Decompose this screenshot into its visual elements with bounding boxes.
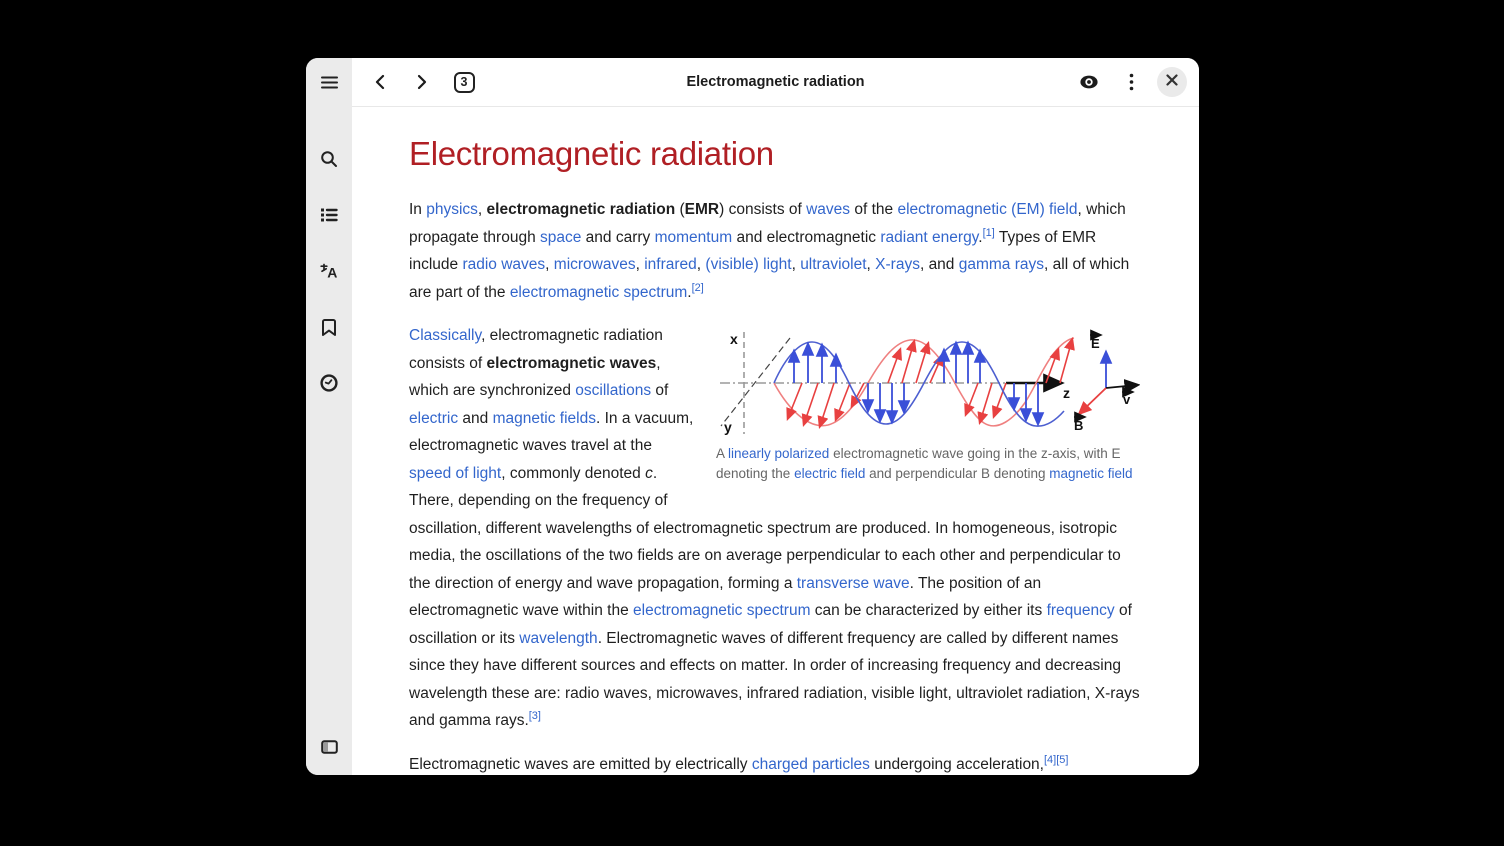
history-button[interactable]: [313, 367, 345, 399]
svg-text:A: A: [326, 264, 337, 279]
wiki-link[interactable]: transverse wave: [796, 574, 910, 592]
hamburger-icon: [321, 76, 338, 89]
wiki-link[interactable]: gamma rays: [958, 256, 1045, 273]
reference-link[interactable]: [3]: [528, 709, 541, 722]
close-button[interactable]: [1157, 67, 1187, 97]
paragraph-intro: In physics, electromagnetic radiation (EMR) consists of waves of the electromagnetic (EM) field, which propagate through space and carry momentum and electromagnetic radiant energy.[1] Types of EMR include radio waves, microwaves, infrared, (visible) light, ultraviolet, X-rays, and gamma rays, all of which are part of the electromagnetic spectrum.[2]: [409, 201, 1130, 301]
sidebar-toggle-icon: [321, 740, 338, 754]
search-icon: [320, 150, 338, 168]
svg-text:z: z: [1063, 385, 1070, 401]
header-bar: [352, 58, 1199, 107]
wiki-link[interactable]: physics: [426, 201, 478, 218]
wiki-link[interactable]: microwaves: [553, 256, 636, 273]
forward-button[interactable]: [406, 66, 438, 98]
reference-link[interactable]: [2]: [691, 281, 704, 294]
em-wave-diagram: [716, 326, 1140, 438]
menu-button[interactable]: [1115, 66, 1147, 98]
article-title: Electromagnetic radiation: [409, 135, 774, 172]
wiki-link[interactable]: radiant energy: [880, 228, 979, 246]
languages-button[interactable]: [313, 255, 345, 287]
wiki-link[interactable]: electromagnetic (EM) field: [897, 201, 1078, 218]
article-content[interactable]: Electromagnetic radiation In physics, electromagnetic radiation (EMR) consists of waves of the electromagnetic (EM) field, which propagate through space and carry momentum and electromagnetic radiant energy.[1] Types of EMR include radio waves, microwaves, infrared, (visible) light, ultraviolet, X-rays, and gamma rays, all of which are part of the electromagnetic spectrum.[2] x y z E v B A linearly polarized electromagnetic wave going in the z-axis, with E denoting the electric field and perpendicular B denoting magnetic field Classically, electromagnetic radiation consists of electromagnetic waves, which are synchronized oscillations of electric and magnetic fields. In a vacuum, electromagnetic waves travel at the speed of light, commonly denoted c. There, depending on the frequency of oscillation, different wavelengths of electromagnetic spectrum are produced. In homogeneous, isotropic media, the oscillations of the two fields are on average perpendicular to each other and perpendicular to the direction of energy and wave propagation, forming a transverse wave. The position of an electromagnetic wave within the electromagnetic spectrum can be characterized by either its frequency of oscillation or its wavelength. Electromagnetic waves of different frequency are called by different names since they have different sources and effects on matter. In order of increasing frequency and decreasing wavelength these are: radio waves, microwaves, infrared radiation, visible light, ultraviolet radiation, X-rays and gamma rays.[3] Electromagnetic waves are emitted by electrically charged particles undergoing acceleration,[4][5]: [352, 107, 1199, 775]
svg-text:v: v: [1123, 392, 1131, 407]
wiki-link[interactable]: (visible) light: [705, 256, 792, 273]
reference-link[interactable]: [1]: [982, 226, 995, 239]
wiki-link[interactable]: infrared: [644, 256, 697, 273]
wiki-link[interactable]: charged particles: [751, 755, 870, 773]
reference-link[interactable]: [4]: [1044, 753, 1057, 766]
tab-counter-badge: 3: [454, 72, 475, 93]
svg-text:B: B: [1074, 418, 1084, 433]
em-wave-figure[interactable]: [716, 326, 1140, 484]
toc-button[interactable]: [313, 199, 345, 231]
close-icon: [1166, 73, 1178, 91]
list-icon: [320, 208, 338, 222]
reference-link[interactable]: [5]: [1056, 753, 1069, 766]
svg-text:x: x: [730, 331, 738, 347]
wiki-link[interactable]: linearly polarized: [728, 446, 830, 461]
forward-arrow-icon: [417, 74, 427, 90]
wiki-link[interactable]: speed of light: [409, 464, 502, 482]
wiki-link[interactable]: electric: [409, 409, 459, 427]
wiki-link[interactable]: waves: [806, 201, 851, 218]
wiki-link[interactable]: Classically: [409, 327, 482, 344]
wiki-link[interactable]: space: [540, 228, 582, 246]
sidebar: [306, 58, 352, 775]
wiki-link[interactable]: electric field: [794, 466, 866, 481]
app-window: [306, 58, 1199, 775]
paragraph-emission: Electromagnetic waves are emitted by electrically charged particles undergoing acceleration,[4][5]: [409, 753, 1069, 773]
search-button[interactable]: [313, 143, 345, 175]
wiki-link[interactable]: radio waves: [462, 256, 546, 273]
reader-view-button[interactable]: [1073, 66, 1105, 98]
wiki-link[interactable]: frequency: [1046, 602, 1115, 619]
clock-icon: [320, 374, 338, 392]
kebab-menu-icon: [1129, 73, 1134, 91]
wiki-link[interactable]: electromagnetic spectrum: [633, 602, 811, 619]
wiki-link[interactable]: magnetic field: [1049, 466, 1133, 481]
wiki-link[interactable]: X-rays: [875, 256, 920, 273]
svg-text:E: E: [1091, 336, 1100, 351]
back-button[interactable]: [364, 66, 396, 98]
wiki-link[interactable]: ultraviolet: [800, 256, 867, 273]
wiki-link[interactable]: wavelength: [519, 629, 598, 647]
tab-overview-button[interactable]: [448, 66, 480, 98]
bookmark-icon: [322, 319, 336, 336]
wiki-link[interactable]: momentum: [654, 228, 733, 246]
figure-caption: A linearly polarized electromagnetic wave going in the z-axis, with E denoting the electric field and perpendicular B denoting magnetic field: [716, 446, 1133, 481]
wiki-link[interactable]: oscillations: [575, 382, 652, 399]
translate-icon: [320, 263, 339, 279]
wiki-link[interactable]: electromagnetic spectrum: [509, 283, 688, 301]
window-title: Electromagnetic radiation: [686, 74, 865, 90]
eye-icon: [1079, 74, 1099, 90]
svg-text:y: y: [724, 419, 732, 435]
toggle-sidebar-button[interactable]: [313, 731, 345, 763]
bookmarks-button[interactable]: [313, 311, 345, 343]
back-arrow-icon: [375, 74, 385, 90]
wiki-link[interactable]: magnetic fields: [492, 409, 596, 427]
main-menu-button[interactable]: [313, 67, 345, 99]
